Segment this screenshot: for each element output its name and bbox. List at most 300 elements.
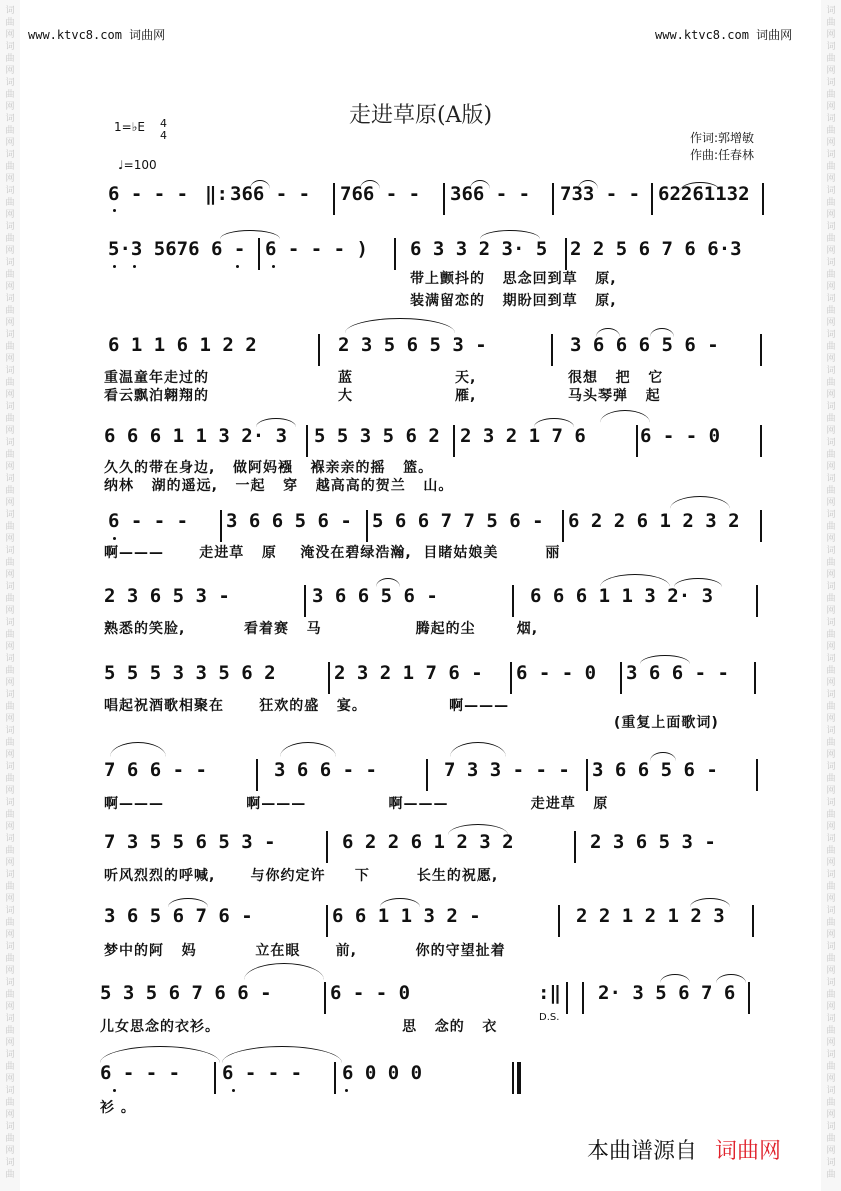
measure: 366 - - <box>450 183 531 205</box>
watermark-glyph: 曲 <box>826 810 836 820</box>
barline <box>324 982 326 1014</box>
watermark-glyph: 词 <box>826 114 836 124</box>
watermark-glyph: 曲 <box>5 774 15 784</box>
measure: 6 - - - <box>108 183 189 205</box>
score-row-3 <box>0 334 841 364</box>
measure: 7 3 5 5 6 5 3 - <box>104 831 276 853</box>
watermark-glyph: 曲 <box>826 342 836 352</box>
slur-arc <box>222 1046 342 1063</box>
watermark-glyph: 网 <box>826 66 836 76</box>
tie-arc <box>660 974 690 983</box>
watermark-glyph: 网 <box>826 102 836 112</box>
watermark-glyph: 网 <box>826 30 836 40</box>
watermark-glyph: 词 <box>5 906 15 916</box>
watermark-glyph: 曲 <box>5 234 15 244</box>
lyricist: 作词:郭增敏 <box>690 131 755 145</box>
tie-arc <box>376 578 400 587</box>
watermark-glyph: 词 <box>826 294 836 304</box>
watermark-glyph: 网 <box>826 1038 836 1048</box>
watermark-glyph: 网 <box>5 570 15 580</box>
measure: 6 6 6 1 1 3 2· 3 <box>530 585 714 607</box>
watermark-glyph: 词 <box>826 330 836 340</box>
watermark-glyph: 曲 <box>5 270 15 280</box>
watermark-glyph: 词 <box>5 870 15 880</box>
barline <box>443 183 445 215</box>
measure: 733 - - <box>560 183 641 205</box>
barline <box>220 510 222 542</box>
tie-arc <box>596 328 620 337</box>
watermark-glyph: 词 <box>5 1158 15 1168</box>
lyric-line <box>0 940 841 958</box>
watermark-glyph: 词 <box>5 1050 15 1060</box>
watermark-glyph: 网 <box>5 786 15 796</box>
watermark-glyph: 曲 <box>5 954 15 964</box>
watermark-glyph: 网 <box>5 930 15 940</box>
score-row-5 <box>0 510 841 540</box>
tie-arc <box>690 898 730 907</box>
time-top: 4 <box>160 117 167 130</box>
barline <box>620 662 622 694</box>
measure: 3 6 6 5 6 - <box>226 510 352 532</box>
watermark-glyph: 曲 <box>826 234 836 244</box>
barline <box>565 238 567 270</box>
slur-arc <box>670 496 730 509</box>
watermark-glyph: 曲 <box>826 558 836 568</box>
measure: 6 - - 0 <box>516 662 597 684</box>
watermark-glyph: 词 <box>5 510 15 520</box>
barline <box>366 510 368 542</box>
watermark-glyph: 网 <box>5 678 15 688</box>
lyric-line <box>0 367 841 385</box>
watermark-glyph: 曲 <box>5 1026 15 1036</box>
watermark-glyph: 网 <box>5 858 15 868</box>
barline <box>762 183 764 215</box>
tie-arc <box>650 752 676 761</box>
measure: 3 6 6 - - <box>274 759 377 781</box>
watermark-glyph: 词 <box>5 114 15 124</box>
tie-arc <box>168 898 208 907</box>
watermark-glyph: 词 <box>5 402 15 412</box>
lyric-text: 听风烈烈的呼喊, 与你约定许 下 长生的祝愿, <box>104 868 499 884</box>
watermark-glyph: 曲 <box>5 198 15 208</box>
watermark-glyph: 网 <box>826 570 836 580</box>
footer-text: 本曲谱源自 <box>587 1139 698 1164</box>
score-row-4 <box>0 425 841 455</box>
score-row-11 <box>0 982 841 1012</box>
watermark-glyph: 词 <box>5 1086 15 1096</box>
octave-dot <box>133 265 136 268</box>
watermark-glyph: 曲 <box>826 990 836 1000</box>
measure: 2 3 2 1 7 6 <box>460 425 586 447</box>
measure: 6 - - - ) <box>265 238 368 260</box>
watermark-glyph: 网 <box>826 138 836 148</box>
barline <box>258 238 260 270</box>
watermark-glyph: 词 <box>5 222 15 232</box>
watermark-glyph: 曲 <box>826 378 836 388</box>
lyric-text: 蓝 <box>338 370 353 386</box>
watermark-glyph: 网 <box>826 462 836 472</box>
watermark-glyph: 词 <box>5 762 15 772</box>
watermark-glyph: 曲 <box>5 882 15 892</box>
measure: 6 - - 0 <box>640 425 721 447</box>
lyric-text: 啊——— 啊——— 啊——— 走进草 原 <box>104 796 609 812</box>
footer-brand-link[interactable]: 词曲网 <box>715 1139 782 1164</box>
watermark-glyph: 网 <box>5 102 15 112</box>
watermark-glyph: 曲 <box>826 882 836 892</box>
barline <box>333 183 335 215</box>
key-signature <box>114 117 167 172</box>
score-row-6 <box>0 585 841 615</box>
watermark-glyph: 网 <box>5 714 15 724</box>
watermark-glyph: 词 <box>826 690 836 700</box>
watermark-glyph: 词 <box>826 834 836 844</box>
barline <box>453 425 455 457</box>
slur-arc <box>600 410 650 423</box>
watermark-glyph: 词 <box>5 942 15 952</box>
octave-dot <box>113 1089 116 1092</box>
watermark-glyph: 曲 <box>826 18 836 28</box>
measure: 3 6 6 - - <box>626 662 729 684</box>
time-bottom: 4 <box>160 129 167 142</box>
page-title: 走进草原(A版) <box>348 103 493 128</box>
lyric-line <box>0 865 841 883</box>
octave-dot <box>236 265 239 268</box>
barline <box>756 759 758 791</box>
slur-arc <box>244 963 324 980</box>
watermark-glyph: 网 <box>826 858 836 868</box>
watermark-glyph: 曲 <box>5 378 15 388</box>
watermark-glyph: 网 <box>5 138 15 148</box>
watermark-glyph: 网 <box>826 354 836 364</box>
watermark-glyph: 网 <box>5 66 15 76</box>
watermark-glyph: 网 <box>5 174 15 184</box>
lyric-text: 啊——— 走进草 原 淹没在碧绿浩瀚, 目睹姑娘美 丽 <box>104 545 561 561</box>
watermark-glyph: 词 <box>826 798 836 808</box>
barline <box>394 238 396 270</box>
lyric-text: 马头琴弹 起 <box>568 388 661 404</box>
watermark-glyph: 词 <box>826 1014 836 1024</box>
watermark-glyph: 词 <box>826 906 836 916</box>
watermark-glyph: 曲 <box>5 1170 15 1180</box>
watermark-glyph: 网 <box>826 1002 836 1012</box>
watermark-glyph: 曲 <box>826 54 836 64</box>
lyric-line <box>0 542 841 560</box>
watermark-glyph: 词 <box>5 690 15 700</box>
watermark-glyph: 曲 <box>826 954 836 964</box>
watermark-glyph: 网 <box>5 1038 15 1048</box>
watermark-glyph: 曲 <box>826 918 836 928</box>
watermark-glyph: 网 <box>5 210 15 220</box>
watermark-glyph: 网 <box>5 1110 15 1120</box>
watermark-glyph: 网 <box>826 714 836 724</box>
watermark-glyph: 网 <box>5 894 15 904</box>
lyric-text: 带上颤抖的 思念回到草 原, <box>410 271 617 287</box>
barline <box>558 905 560 937</box>
barline <box>760 425 762 457</box>
tempo-mark: ♩=100 <box>118 158 157 172</box>
tie-arc <box>250 180 270 189</box>
lyric-text: (重复上面歌词) <box>614 715 719 731</box>
barline <box>756 585 758 617</box>
score-row-7 <box>0 662 841 692</box>
slur-arc <box>100 1046 220 1063</box>
watermark-glyph: 网 <box>826 750 836 760</box>
watermark-glyph: 词 <box>5 654 15 664</box>
watermark-glyph: 词 <box>5 294 15 304</box>
tie-arc <box>480 230 540 239</box>
watermark-glyph: 曲 <box>826 270 836 280</box>
watermark-glyph: 词 <box>5 474 15 484</box>
tie-arc <box>470 180 490 189</box>
watermark-glyph: 曲 <box>5 810 15 820</box>
lyric-text: 唱起祝酒歌相聚在 狂欢的盛 宴。 啊——— <box>104 698 510 714</box>
barline <box>651 183 653 215</box>
watermark-glyph: 网 <box>826 1074 836 1084</box>
watermark-glyph: 网 <box>826 606 836 616</box>
watermark-glyph: 词 <box>826 762 836 772</box>
watermark-glyph: 网 <box>826 282 836 292</box>
watermark-glyph: 词 <box>5 78 15 88</box>
site-url-left[interactable]: www.ktvc8.com 词曲网 <box>28 28 166 42</box>
watermark-glyph: 词 <box>826 1122 836 1132</box>
lyric-text: 梦中的阿 妈 立在眼 前, 你的守望扯着 <box>104 943 506 959</box>
watermark-glyph: 网 <box>5 1074 15 1084</box>
watermark-glyph: 曲 <box>826 846 836 856</box>
lyric-line <box>0 385 841 403</box>
time-signature <box>160 118 167 142</box>
measure: 3 6 6 5 6 - <box>312 585 438 607</box>
watermark-glyph: 曲 <box>826 738 836 748</box>
score-row-12 <box>0 1062 841 1092</box>
watermark-glyph: 曲 <box>5 1134 15 1144</box>
watermark-glyph: 曲 <box>826 630 836 640</box>
measure: 2 2 1 2 1 2 3 <box>576 905 725 927</box>
lyric-text: 看云飘泊翱翔的 <box>104 388 209 404</box>
watermark-glyph: 网 <box>5 750 15 760</box>
watermark-glyph: 曲 <box>5 342 15 352</box>
watermark-glyph: 网 <box>5 1002 15 1012</box>
watermark-glyph: 曲 <box>5 558 15 568</box>
watermark-glyph: 词 <box>826 654 836 664</box>
watermark-glyph: 网 <box>5 282 15 292</box>
watermark-glyph: 词 <box>826 1086 836 1096</box>
octave-dot <box>272 265 275 268</box>
watermark-glyph: 网 <box>826 174 836 184</box>
watermark-glyph: 曲 <box>826 774 836 784</box>
final-barline <box>517 1062 521 1094</box>
lyric-text: 儿女思念的衣衫。 思 念的 衣 <box>100 1019 498 1035</box>
lyric-line <box>0 1016 841 1034</box>
watermark-glyph: 词 <box>826 870 836 880</box>
barline <box>306 425 308 457</box>
dal-segno-mark: D.S. <box>539 1012 560 1023</box>
watermark-glyph: 词 <box>826 474 836 484</box>
watermark-glyph: 曲 <box>826 522 836 532</box>
watermark-glyph: 曲 <box>5 918 15 928</box>
watermark-glyph: 词 <box>5 258 15 268</box>
watermark-glyph: 曲 <box>5 990 15 1000</box>
watermark-glyph: 词 <box>5 150 15 160</box>
watermark-glyph: 词 <box>826 1158 836 1168</box>
lyric-text: 纳林 湖的遥远, 一起 穿 越高高的贺兰 山。 <box>104 478 454 494</box>
measure: 2 3 6 5 3 - <box>104 585 230 607</box>
measure: 2 3 2 1 7 6 - <box>334 662 483 684</box>
tie-arc <box>380 898 420 907</box>
measure: 3 6 6 6 5 6 - <box>570 334 719 356</box>
barline <box>512 1062 514 1094</box>
watermark-glyph: 词 <box>826 150 836 160</box>
watermark-glyph: 曲 <box>826 414 836 424</box>
barline <box>426 759 428 791</box>
watermark-glyph: 词 <box>5 726 15 736</box>
watermark-glyph: 曲 <box>826 162 836 172</box>
watermark-glyph: 网 <box>826 678 836 688</box>
watermark-glyph: 曲 <box>5 522 15 532</box>
watermark-glyph: 词 <box>826 366 836 376</box>
watermark-glyph: 网 <box>5 534 15 544</box>
barline <box>566 982 568 1014</box>
watermark-glyph: 曲 <box>5 1062 15 1072</box>
watermark-glyph: 词 <box>826 186 836 196</box>
watermark-glyph: 曲 <box>826 486 836 496</box>
watermark-glyph: 词 <box>826 618 836 628</box>
watermark-glyph: 词 <box>5 978 15 988</box>
watermark-glyph: 网 <box>826 822 836 832</box>
watermark-glyph: 网 <box>5 426 15 436</box>
watermark-glyph: 曲 <box>826 1098 836 1108</box>
measure: 6 2 2 6 1 2 3 2 <box>568 510 740 532</box>
site-url-right[interactable]: www.ktvc8.com 词曲网 <box>655 28 793 42</box>
lyric-text: 大 <box>338 388 353 404</box>
measure: 366 - - <box>230 183 311 205</box>
watermark-glyph: 曲 <box>5 18 15 28</box>
footer-source <box>587 1134 781 1165</box>
score-row-8 <box>0 759 841 789</box>
watermark-glyph: 网 <box>826 894 836 904</box>
watermark-glyph: 曲 <box>5 846 15 856</box>
barline <box>318 334 320 366</box>
lyric-text: 装满留恋的 期盼回到草 原, <box>410 293 617 309</box>
watermark-glyph: 网 <box>826 534 836 544</box>
watermark-glyph: 曲 <box>5 630 15 640</box>
watermark-glyph: 曲 <box>5 54 15 64</box>
watermark-glyph: 网 <box>826 642 836 652</box>
watermark-glyph: 词 <box>5 798 15 808</box>
watermark-glyph: 词 <box>5 834 15 844</box>
watermark-glyph: 曲 <box>826 126 836 136</box>
score-row-9 <box>0 831 841 861</box>
watermark-glyph: 曲 <box>5 414 15 424</box>
barline <box>304 585 306 617</box>
barline <box>326 905 328 937</box>
barline <box>760 510 762 542</box>
barline <box>214 1062 216 1094</box>
watermark-glyph: 网 <box>826 390 836 400</box>
barline <box>754 662 756 694</box>
lyric-line <box>0 618 841 636</box>
barline <box>552 183 554 215</box>
watermark-glyph: 网 <box>5 354 15 364</box>
measure: 6 - - - <box>222 1062 303 1084</box>
slur-arc <box>110 742 166 757</box>
slur-arc <box>600 574 670 587</box>
octave-dot <box>345 1089 348 1092</box>
measure: 6 6 1 1 3 2 - <box>332 905 481 927</box>
lyric-line <box>0 712 841 730</box>
watermark-glyph: 词 <box>5 330 15 340</box>
tie-arc <box>650 328 674 337</box>
barline <box>256 759 258 791</box>
watermark-glyph: 词 <box>826 942 836 952</box>
watermark-glyph: 网 <box>826 1110 836 1120</box>
watermark-glyph: 词 <box>826 258 836 268</box>
watermark-glyph: 词 <box>5 546 15 556</box>
watermark-glyph: 网 <box>826 210 836 220</box>
watermark-glyph: 曲 <box>5 306 15 316</box>
measure: 2 2 5 6 7 6 6·3 <box>570 238 742 260</box>
watermark-glyph: 网 <box>5 642 15 652</box>
tie-arc <box>640 655 690 664</box>
barline <box>551 334 553 366</box>
measure: 6 1 1 6 1 2 2 <box>108 334 257 356</box>
tie-arc <box>534 418 574 427</box>
watermark-glyph: 网 <box>5 1146 15 1156</box>
watermark-glyph: 词 <box>5 618 15 628</box>
watermark-glyph: 词 <box>5 1122 15 1132</box>
lyric-line <box>0 290 841 308</box>
lyric-line <box>0 695 841 713</box>
watermark-glyph: 网 <box>5 462 15 472</box>
watermark-glyph: 词 <box>826 42 836 52</box>
barline <box>326 831 328 863</box>
watermark-glyph: 词 <box>826 6 836 16</box>
watermark-glyph: 曲 <box>5 594 15 604</box>
watermark-glyph: 词 <box>826 222 836 232</box>
watermark-glyph: 曲 <box>826 450 836 460</box>
credits <box>690 130 754 164</box>
end-repeat-sign: :‖ <box>538 982 561 1004</box>
watermark-glyph: 曲 <box>826 90 836 100</box>
lyric-text: 久久的带在身边, 做阿妈襁 褓亲亲的摇 篮。 <box>104 460 434 476</box>
watermark-glyph: 词 <box>5 438 15 448</box>
watermark-glyph: 词 <box>5 366 15 376</box>
octave-dot <box>113 537 116 540</box>
watermark-glyph: 网 <box>826 930 836 940</box>
measure: 6 - - - <box>100 1062 181 1084</box>
measure: 5·3 5676 6 - <box>108 238 246 260</box>
watermark-glyph: 词 <box>5 582 15 592</box>
watermark-glyph: 曲 <box>826 594 836 604</box>
watermark-glyph: 曲 <box>5 126 15 136</box>
measure: 7 3 3 - - - <box>444 759 570 781</box>
watermark-glyph: 词 <box>826 78 836 88</box>
watermark-glyph: 网 <box>5 390 15 400</box>
watermark-glyph: 曲 <box>5 1098 15 1108</box>
measure: 6 - - - <box>108 510 189 532</box>
lyric-text: 天, <box>455 370 477 386</box>
watermark-glyph: 网 <box>826 426 836 436</box>
measure: 2· 3 5 6 7 6 <box>598 982 736 1004</box>
watermark-glyph: 词 <box>826 582 836 592</box>
watermark-glyph: 曲 <box>5 90 15 100</box>
watermark-glyph: 词 <box>826 1050 836 1060</box>
tie-arc <box>256 418 296 427</box>
lyric-text: 雁, <box>455 388 477 404</box>
watermark-glyph: 词 <box>826 546 836 556</box>
watermark-glyph: 曲 <box>5 162 15 172</box>
barline <box>328 662 330 694</box>
measure: 766 - - <box>340 183 421 205</box>
